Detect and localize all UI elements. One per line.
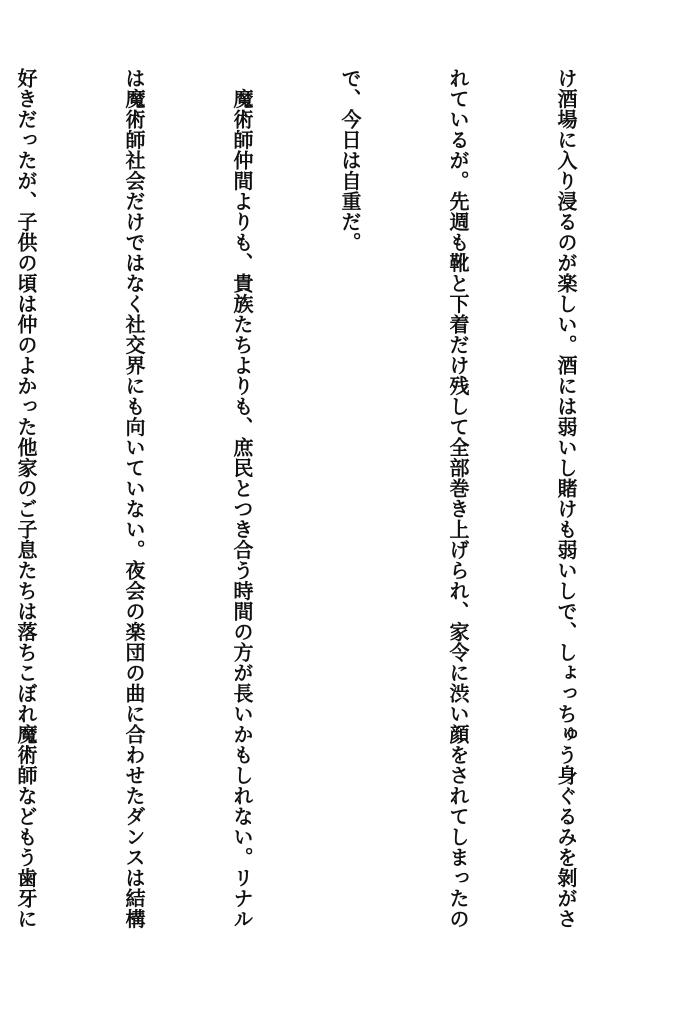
text-line: 好きだったが、子供の頃は仲のよかった他家のご子息たちは落ちこぼれ魔術師などもう歯牙に [14, 68, 38, 929]
text-line: は魔術師社会だけではなく社交界にも向いていない。夜会の楽団の曲に合わせたダンスは結構 [122, 68, 146, 929]
vertical-text-body [0, 68, 656, 968]
text-line: れているが。先週も靴と下着だけ残して全部巻き上げられ、家令に渋い顔をされてしまったの [446, 68, 470, 929]
text-line: け酒場に入り浸るのが楽しい。酒には弱いし賭けも弱いしで、しょっちゅう身ぐるみを剝がさ [554, 68, 578, 929]
text-line: 魔術師仲間よりも、貴族たちよりも、庶民とつき合う時間の方が長いかもしれない。リナル [230, 68, 254, 929]
text-line: で、今日は自重だ。 [338, 68, 362, 253]
